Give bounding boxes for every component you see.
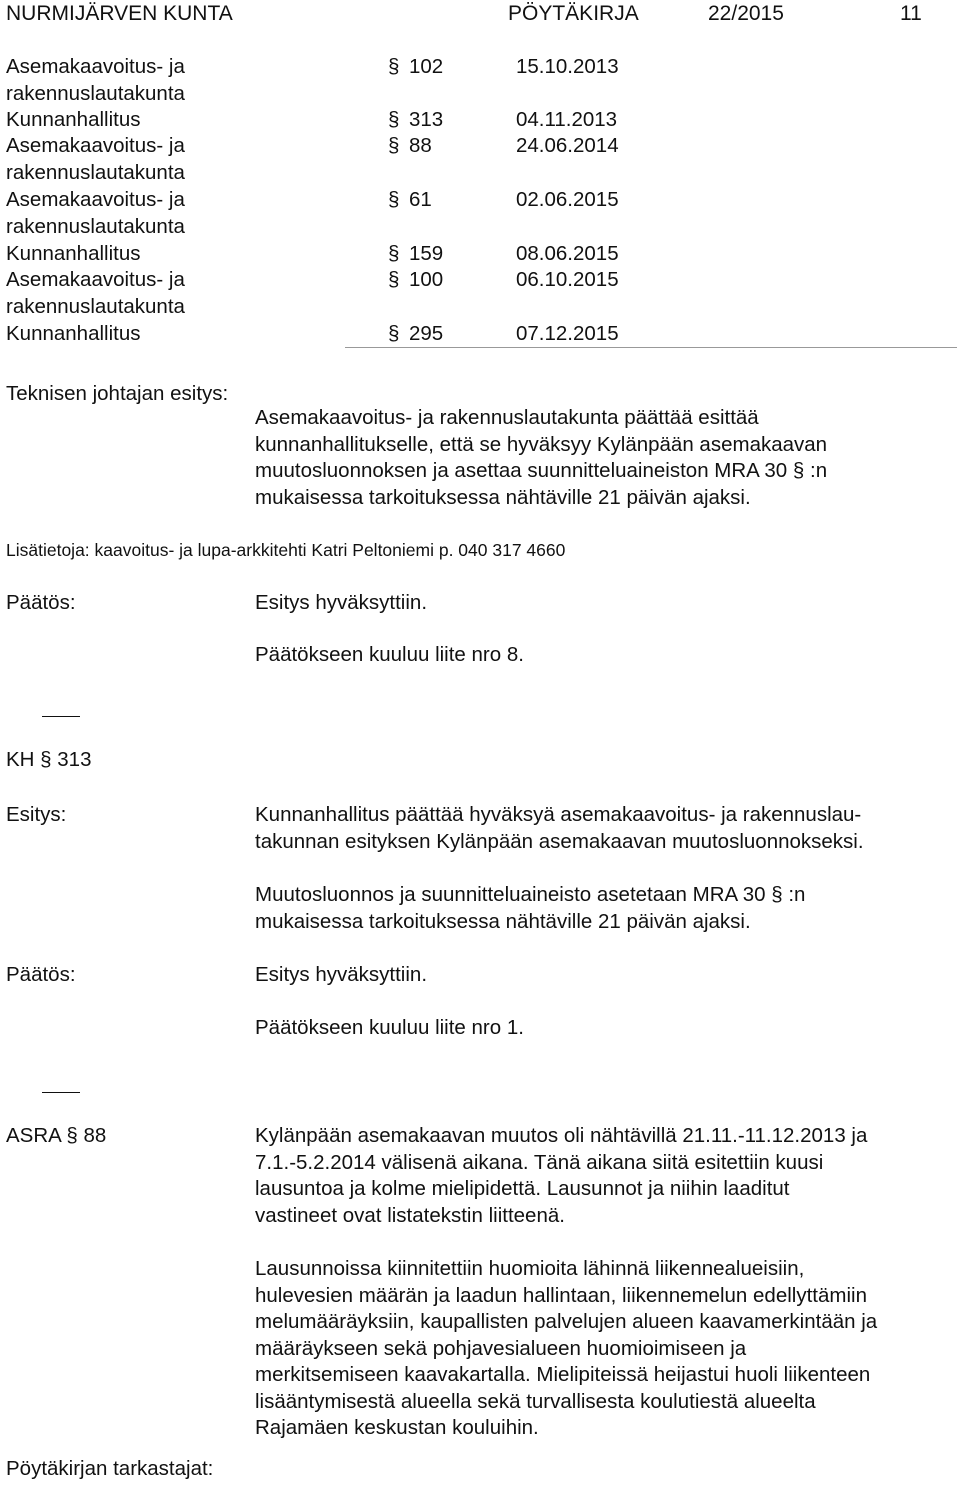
history-number: 313 [409,108,444,131]
history-body: Asemakaavoitus- ja rakennuslautakunta [6,55,185,105]
kh-extra-text: Muutosluonnos ja suunnitteluaineisto asetetaan MRA 30 § :n mukaisessa tarkoituksessa nähtäville 21 päivän ajaksi. [255,883,806,933]
section-sign: § [388,188,400,211]
attachment-text: Päätökseen kuuluu liite nro 8. [255,643,524,666]
history-row [6,187,956,238]
history-date: 06.10.2015 [516,268,619,291]
history-date: 08.06.2015 [516,242,619,265]
decision-label: Päätös: [6,963,76,986]
page-number: 11 [900,2,922,25]
history-row [6,107,956,134]
history-number: 88 [409,134,432,157]
history-date: 07.12.2015 [516,322,619,345]
history-number: 61 [409,188,432,211]
organization-name: NURMIJÄRVEN KUNTA [6,2,233,25]
esitys-label: Esitys: [6,803,67,826]
history-number: 159 [409,242,444,265]
section-sign: § [388,322,400,345]
history-row [6,133,956,184]
kh-heading: KH § 313 [6,748,92,771]
history-row [6,54,956,105]
asra-heading: ASRA § 88 [6,1124,107,1147]
minutes-reviewers-label: Pöytäkirjan tarkastajat: [6,1457,214,1480]
history-date: 24.06.2014 [516,134,619,157]
section-sign: § [388,108,400,131]
decision-label: Päätös: [6,591,76,614]
history-date: 04.11.2013 [516,108,618,131]
history-body: Kunnanhallitus [6,242,141,265]
history-number: 100 [409,268,444,291]
proposal-text: Asemakaavoitus- ja rakennuslautakunta päättää esittää kunnanhallitukselle, että se hyväksyy Kylänpään asemakaavan muutosluonnoksen ja asettaa suunnitteluaineiston MRA 30 § :n mukaisessa tarkoituksessa nähtäville 21 päivän ajaksi. [255,406,828,509]
history-row [6,267,956,318]
history-body: Asemakaavoitus- ja rakennuslautakunta [6,268,185,318]
history-body: Kunnanhallitus [6,322,141,345]
section-sign: § [388,55,400,78]
section-sign: § [388,268,400,291]
decision-text: Esitys hyväksyttiin. [255,963,428,986]
proposal-label: Teknisen johtajan esitys: [6,382,229,405]
history-date: 15.10.2013 [516,55,619,78]
history-divider [345,347,957,348]
history-row [6,321,956,348]
contact-info: Lisätietoja: kaavoitus- ja lupa-arkkitehti Katri Peltoniemi p. 040 317 4660 [6,540,566,560]
esitys-text: Kunnanhallitus päättää hyväksyä asemakaavoitus- ja rakennuslau- takunnan esityksen Kylänpään asemakaavan muutosluonnokseksi. [255,803,864,853]
attachment-text: Päätökseen kuuluu liite nro 1. [255,1016,524,1039]
asra-paragraph-2: Lausunnoissa kiinnitettiin huomioita lähinnä liikennealueisiin, hulevesien määrän ja laadun hallintaan, liikennemelun edellyttämiin melumääräyksiin, kaupallisten palvelujen alueen kaavamerkintään ja määräykseen sekä pohjavesialueen huomioimiseen ja merkitsemiseen kaavakartalla. Mielipiteissä heijastui huoli liikenteen lisääntymisestä alueella sekä turvallisesta koulutiestä alueelta Rajamäen keskustan kouluihin. [255,1257,878,1439]
history-number: 295 [409,322,444,345]
document-type: PÖYTÄKIRJA [508,2,639,25]
decision-text: Esitys hyväksyttiin. [255,591,428,614]
history-row [6,241,956,268]
section-divider [42,1092,80,1093]
asra-paragraph-1: Kylänpään asemakaavan muutos oli nähtävillä 21.11.-11.12.2013 ja 7.1.-5.2.2014 välisenä aikana. Tänä aikana siitä esitettiin kuusi lausuntoa ja kolme mielipidettä. Lausunnot ja niihin laaditut vastineet ovat listatekstin liitteenä. [255,1124,868,1227]
history-body: Kunnanhallitus [6,108,141,131]
section-sign: § [388,242,400,265]
history-number: 102 [409,55,444,78]
section-sign: § [388,134,400,157]
history-body: Asemakaavoitus- ja rakennuslautakunta [6,134,185,184]
history-body: Asemakaavoitus- ja rakennuslautakunta [6,188,185,238]
history-date: 02.06.2015 [516,188,619,211]
section-divider [42,716,80,717]
document-number: 22/2015 [708,2,784,25]
